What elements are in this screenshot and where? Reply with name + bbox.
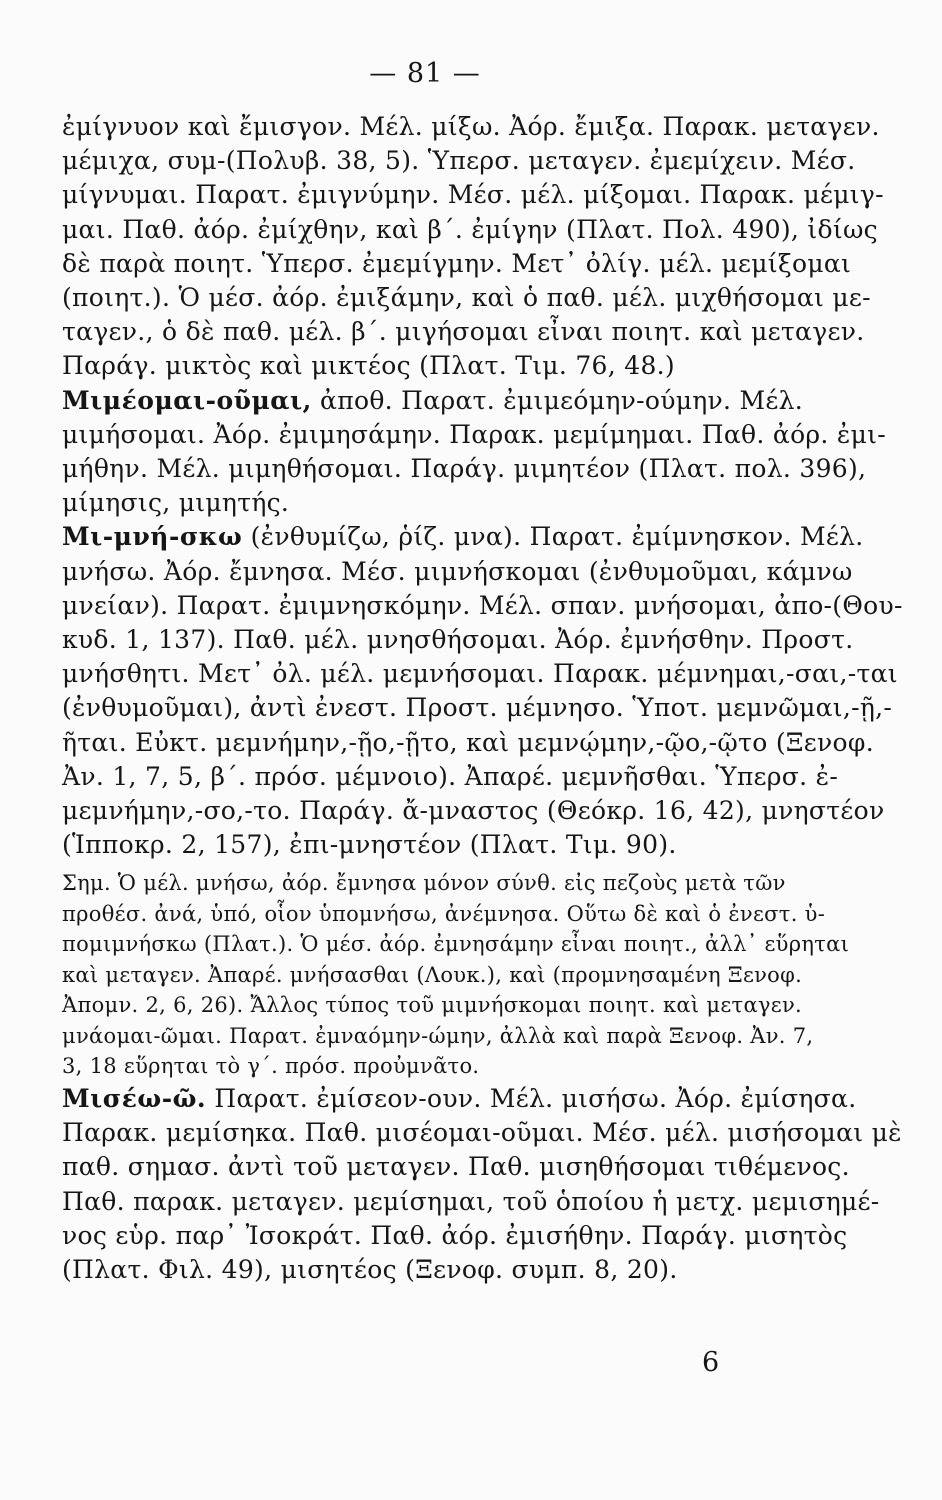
- text-line: [62, 452, 867, 486]
- line-text: Παθ. παρακ. μεταγεν. μεμίσημαι, τοῦ ὁποίου ἡ μετχ. μεμισημέ-: [62, 1186, 880, 1216]
- text-line: [62, 794, 885, 828]
- text-line: [62, 589, 903, 623]
- text-line: [62, 1185, 880, 1219]
- text-line: [62, 315, 865, 349]
- text-line: [62, 929, 852, 960]
- text-line: [62, 726, 874, 760]
- line-text: (ἐνθυμοῦμαι), ἀντὶ ἐνεστ. Προστ. μέμνησο. Ὑποτ. μεμνῶμαι,-ῇ,-: [62, 693, 893, 723]
- line-text: παθ. σημασ. ἀντὶ τοῦ μεταγεν. Παθ. μισηθήσομαι τιθέμενος.: [62, 1152, 850, 1182]
- line-text: Ἀπομν. 2, 6, 26). Ἄλλος τύπος τοῦ μιμνήσκομαι ποιητ. καὶ μεταγεν.: [62, 993, 803, 1018]
- text-line: [62, 144, 856, 178]
- line-text: (Ἱπποκρ. 2, 157), ἐπι-μνηστέον (Πλατ. Τιμ. 90).: [62, 830, 677, 860]
- line-text: (Πλατ. Φιλ. 49), μισητέος (Ξενοφ. συμπ. 8, 20).: [62, 1254, 678, 1284]
- line-text: μαι. Παθ. ἀόρ. ἐμίχθην, καὶ β΄. ἐμίγην (Πλατ. Πολ. 490), ἰδίως: [62, 214, 878, 244]
- signature-mark: 6: [702, 1347, 720, 1378]
- text-line: [62, 960, 852, 991]
- line-text: μεμνήμην,-σο,-το. Παράγ. ἄ-μναστος (Θεόκρ. 16, 42), μνηστέον: [62, 796, 885, 826]
- text-line: [62, 110, 880, 144]
- text-line: [62, 247, 852, 281]
- headword: Μι-μνή-σκω: [62, 522, 243, 552]
- line-text: ταγεν., ὁ δὲ παθ. μέλ. β΄. μιγήσομαι εἶναι ποιητ. καὶ μεταγεν.: [62, 317, 865, 347]
- line-text: κυδ. 1, 137). Παθ. μέλ. μνησθήσομαι. Ἀόρ. ἐμνήσθην. Προστ.: [62, 625, 854, 655]
- text-line: [62, 1219, 852, 1253]
- entry-paragraph: [62, 520, 903, 862]
- text-line: [62, 213, 878, 247]
- text-line: [62, 555, 852, 589]
- text-line: [62, 486, 852, 520]
- line-text: καὶ μεταγεν. Ἀπαρέ. μνήσασθαι (Λουκ.), καὶ (προμνησαμένη Ξενοφ.: [62, 962, 803, 987]
- text-line: [62, 868, 852, 899]
- line-text: δὲ παρὰ ποιητ. Ὑπερσ. ἐμεμίγμην. Μετ᾽ ὀλίγ. μέλ. μεμίξομαι: [62, 248, 852, 278]
- text-line: [62, 990, 852, 1021]
- line-text: (ποιητ.). Ὁ μέσ. ἀόρ. ἐμιξάμην, καὶ ὁ παθ. μέλ. μιχθήσομαι με-: [62, 283, 871, 313]
- line-text: νος εὑρ. παρ᾽ Ἰσοκράτ. Παθ. ἀόρ. ἐμισήθην. Παράγ. μισητὸς: [62, 1220, 848, 1250]
- line-text: μνείαν). Παρατ. ἐμιμνησκόμην. Μέλ. σπαν. μνήσομαι, ἀπο-(Θου-: [62, 590, 903, 620]
- line-text: Παράγ. μικτὸς καὶ μικτέος (Πλατ. Τιμ. 76, 48.): [62, 351, 675, 381]
- text-line: [62, 1021, 852, 1052]
- text-line: [62, 1082, 857, 1116]
- text-line: [62, 760, 852, 794]
- text-line: [62, 1253, 852, 1287]
- line-text: μέμιχα, συμ-(Πολυβ. 38, 5). Ὑπερσ. μεταγεν. ἐμεμίχειν. Μέσ.: [62, 146, 856, 176]
- entry-paragraph: [62, 384, 887, 521]
- note-paragraph: [62, 868, 852, 1082]
- line-text: μίγνυμαι. Παρατ. ἐμιγνύμην. Μέσ. μέλ. μίξομαι. Παρακ. μέμιγ-: [62, 180, 884, 210]
- line-text: πομιμνήσκω (Πλατ.). Ὁ μέσ. ἀόρ. ἐμνησάμην εἶναι ποιητ., ἀλλ᾽ εὕρηται: [62, 932, 850, 957]
- text-line: [62, 623, 852, 657]
- line-text: προθέσ. ἀνά, ὑπό, οἷον ὑπομνήσω, ἀνέμνησα. Οὕτω δὲ καὶ ὁ ἐνεστ. ὑ-: [62, 901, 826, 926]
- line-text: ἐμίγνυον καὶ ἔμισγον. Μέλ. μίξω. Ἀόρ. ἔμιξα. Παρακ. μεταγεν.: [62, 112, 880, 141]
- text-line: [62, 1051, 852, 1082]
- line-text: (ἐνθυμίζω, ῥίζ. μνα). Παρατ. ἐμίμνησκον. Μέλ.: [242, 522, 864, 552]
- line-text: μήθην. Μέλ. μιμηθήσομαι. Παράγ. μιμητέον (Πλατ. πολ. 396),: [62, 454, 867, 484]
- text-line: [62, 384, 852, 418]
- headword: Μισέω-ῶ.: [62, 1083, 207, 1113]
- line-text: 3, 18 εὕρηται τὸ γ΄. πρόσ. προὐμνᾶτο.: [62, 1054, 480, 1079]
- line-text: μνήσω. Ἀόρ. ἔμνησα. Μέσ. μιμνήσκομαι (ἐνθυμοῦμαι, κάμνω: [62, 556, 853, 586]
- text-line: [62, 899, 852, 930]
- entry-paragraph: [62, 1082, 902, 1287]
- line-text: μίμησις, μιμητής.: [62, 488, 290, 518]
- entry-paragraph: [62, 110, 884, 384]
- text-line: [62, 828, 852, 862]
- line-text: Παρακ. μεμίσηκα. Παθ. μισέομαι-οῦμαι. Μέσ. μέλ. μισήσομαι μὲ: [62, 1118, 902, 1148]
- line-text: μνάομαι-ῶμαι. Παρατ. ἐμναόμην-ώμην, ἀλλὰ καὶ παρὰ Ξενοφ. Ἀν. 7,: [62, 1023, 814, 1048]
- text-line: [62, 418, 887, 452]
- text-line: [62, 349, 852, 383]
- page-text: [62, 110, 903, 1287]
- page-number: — 81 —: [369, 58, 481, 89]
- text-line: [62, 178, 884, 212]
- line-text: Παρατ. ἐμίσεον-ουν. Μέλ. μισήσω. Ἀόρ. ἐμίσησα.: [206, 1083, 857, 1113]
- line-text: μνήσθητι. Μετ᾽ ὀλ. μέλ. μεμνήσομαι. Παρακ. μέμνημαι,-σαι,-ται: [62, 659, 898, 689]
- headword: Μιμέομαι-οῦμαι,: [62, 385, 312, 415]
- text-line: [62, 520, 864, 554]
- line-text: ῆται. Εὐκτ. μεμνήμην,-ῇο,-ῇτο, καὶ μεμνῴμην,-ῷο,-ῷτο (Ξενοφ.: [62, 727, 874, 757]
- line-text: ἀποθ. Παρατ. ἐμιμεόμην-ούμην. Μέλ.: [311, 385, 804, 415]
- text-line: [62, 281, 871, 315]
- text-line: [62, 657, 898, 691]
- text-line: [62, 691, 893, 725]
- text-line: [62, 1150, 852, 1184]
- text-line: [62, 1116, 902, 1150]
- line-text: μιμήσομαι. Ἀόρ. ἐμιμησάμην. Παρακ. μεμίμημαι. Παθ. ἀόρ. ἐμι-: [62, 419, 887, 449]
- line-text: Σημ. Ὁ μέλ. μνήσω, ἀόρ. ἔμνησα μόνον σύνθ. εἰς πεζοὺς μετὰ τῶν: [62, 871, 786, 896]
- line-text: Ἀν. 1, 7, 5, β΄. πρόσ. μέμνοιο). Ἀπαρέ. μεμνῆσθαι. Ὑπερσ. ἐ-: [62, 761, 839, 791]
